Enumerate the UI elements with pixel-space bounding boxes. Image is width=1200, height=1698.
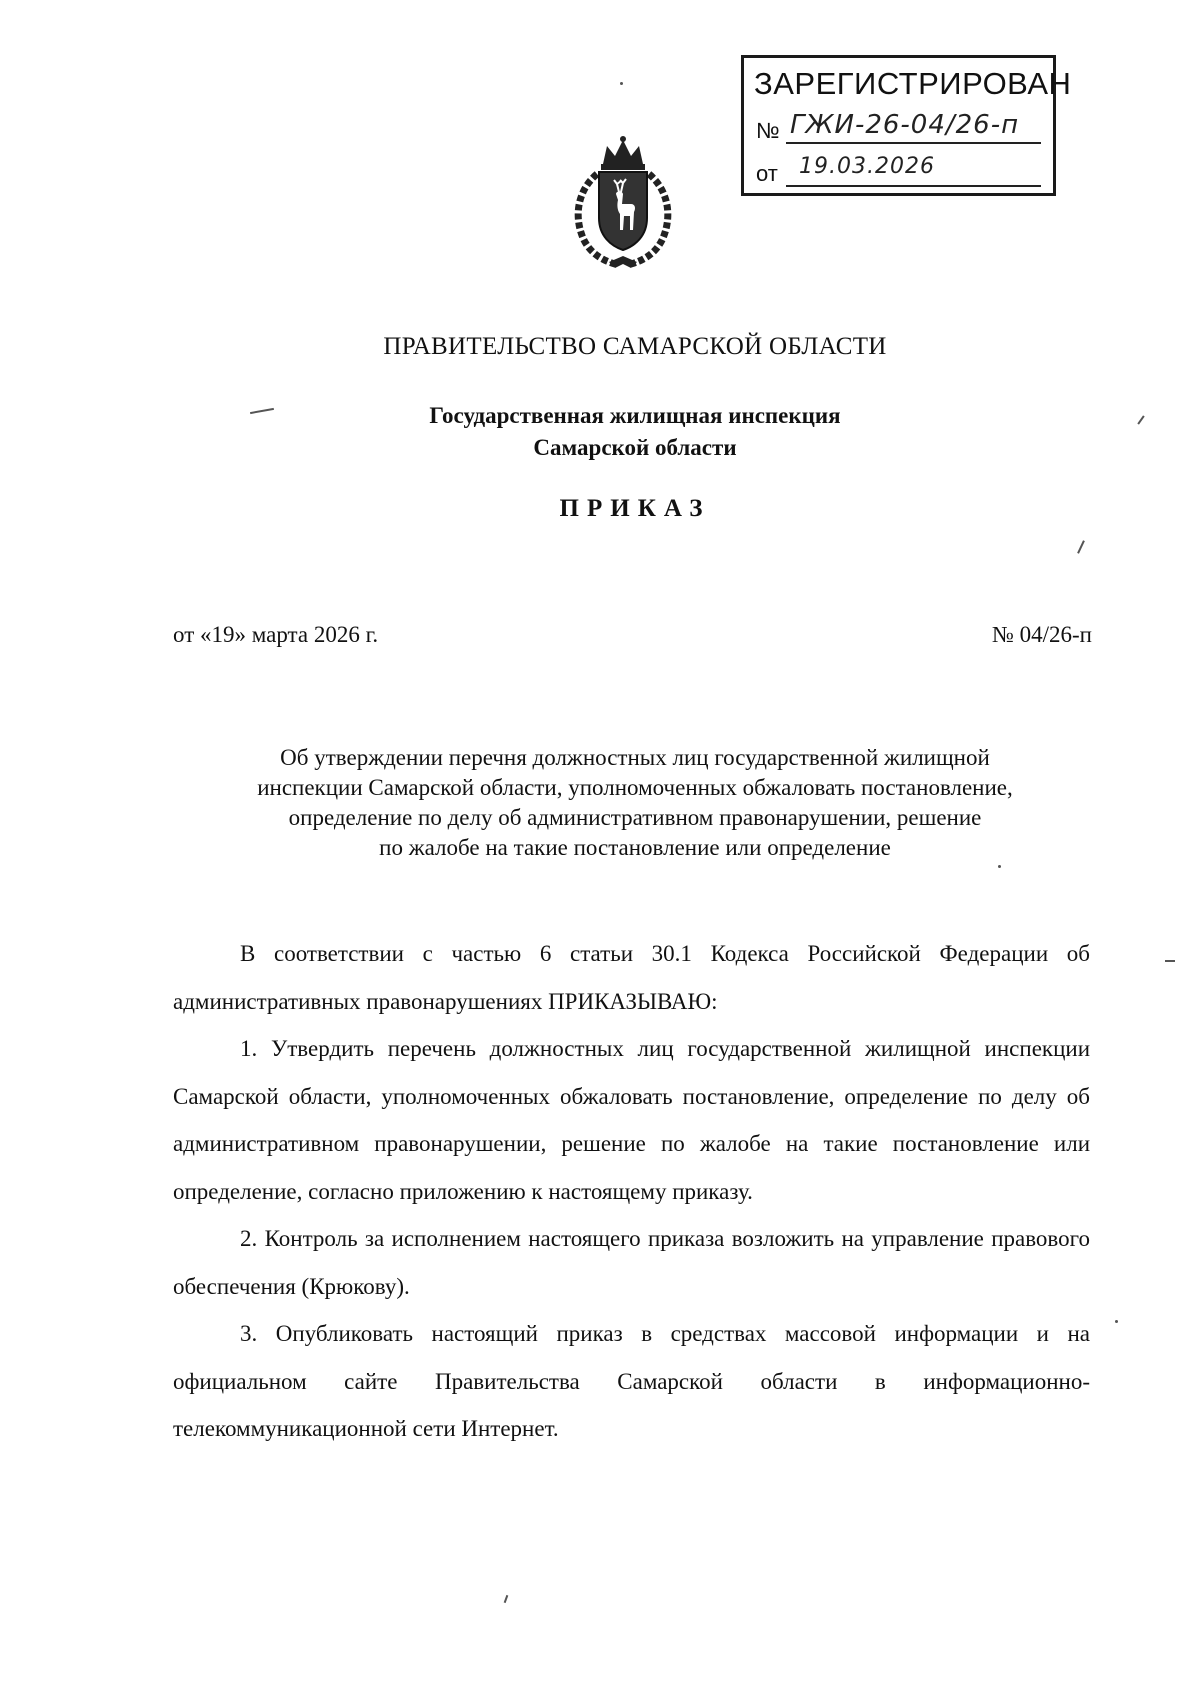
stamp-date-label: от xyxy=(756,161,778,186)
scan-speck xyxy=(998,865,1001,868)
government-title: ПРАВИТЕЛЬСТВО САМАРСКОЙ ОБЛАСТИ xyxy=(383,333,887,360)
body-item-2: 2. Контроль за исполнением настоящего приказа возложить на управление правового обеспечения (Крюкову). xyxy=(173,1226,1090,1299)
stamp-date-value: 19.03.2026 xyxy=(799,154,935,179)
subject-line4: по жалобе на такие постановление или определение xyxy=(379,835,891,860)
stamp-number-line xyxy=(786,142,1041,144)
coat-of-arms-icon xyxy=(561,134,685,270)
order-number: № 04/26-п xyxy=(991,622,1092,647)
body-intro: В соответствии с частью 6 статьи 30.1 Кодекса Российской Федерации об административных правонарушениях ПРИКАЗЫВАЮ: xyxy=(173,941,1090,1014)
order-subject xyxy=(170,743,1100,863)
stamp-number-value: ГЖИ-26-04/26-п xyxy=(790,110,1020,140)
scan-speck xyxy=(620,82,623,85)
stamp-title: ЗАРЕГИСТРИРОВАН xyxy=(754,66,1072,101)
body-item-1: 1. Утвердить перечень должностных лиц государственной жилищной инспекции Самарской области, уполномоченных обжаловать постановление, определение по делу об административном правонарушении, решение по жалобе на такие постановление или определение, согласно приложению к настоящему приказу. xyxy=(173,1036,1090,1204)
document-type: ПРИКАЗ xyxy=(559,495,711,522)
subject-line2: инспекции Самарской области, уполномоченных обжаловать постановление, xyxy=(257,775,1013,800)
order-date: от «19» марта 2026 г. xyxy=(173,622,379,647)
scan-speck xyxy=(504,1595,509,1603)
order-body xyxy=(173,930,1090,1453)
subject-line3: определение по делу об административном правонарушении, решение xyxy=(288,805,982,830)
stamp-number-label: № xyxy=(756,118,780,143)
scan-speck xyxy=(1077,540,1085,554)
subject-line1: Об утверждении перечня должностных лиц государственной жилищной xyxy=(280,745,990,770)
inspection-title-line1: Государственная жилищная инспекция xyxy=(429,403,841,428)
registration-stamp xyxy=(741,55,1072,196)
stamp-date-line xyxy=(786,185,1041,187)
body-item-3: 3. Опубликовать настоящий приказ в средствах массовой информации и на официальном сайте Правительства Самарской области в информационно-телекоммуникационной сети Интернет. xyxy=(173,1321,1090,1441)
scan-speck xyxy=(1115,1320,1118,1323)
inspection-title xyxy=(0,400,1200,464)
inspection-title-line2: Самарской области xyxy=(533,435,737,460)
scan-speck xyxy=(1165,960,1175,962)
